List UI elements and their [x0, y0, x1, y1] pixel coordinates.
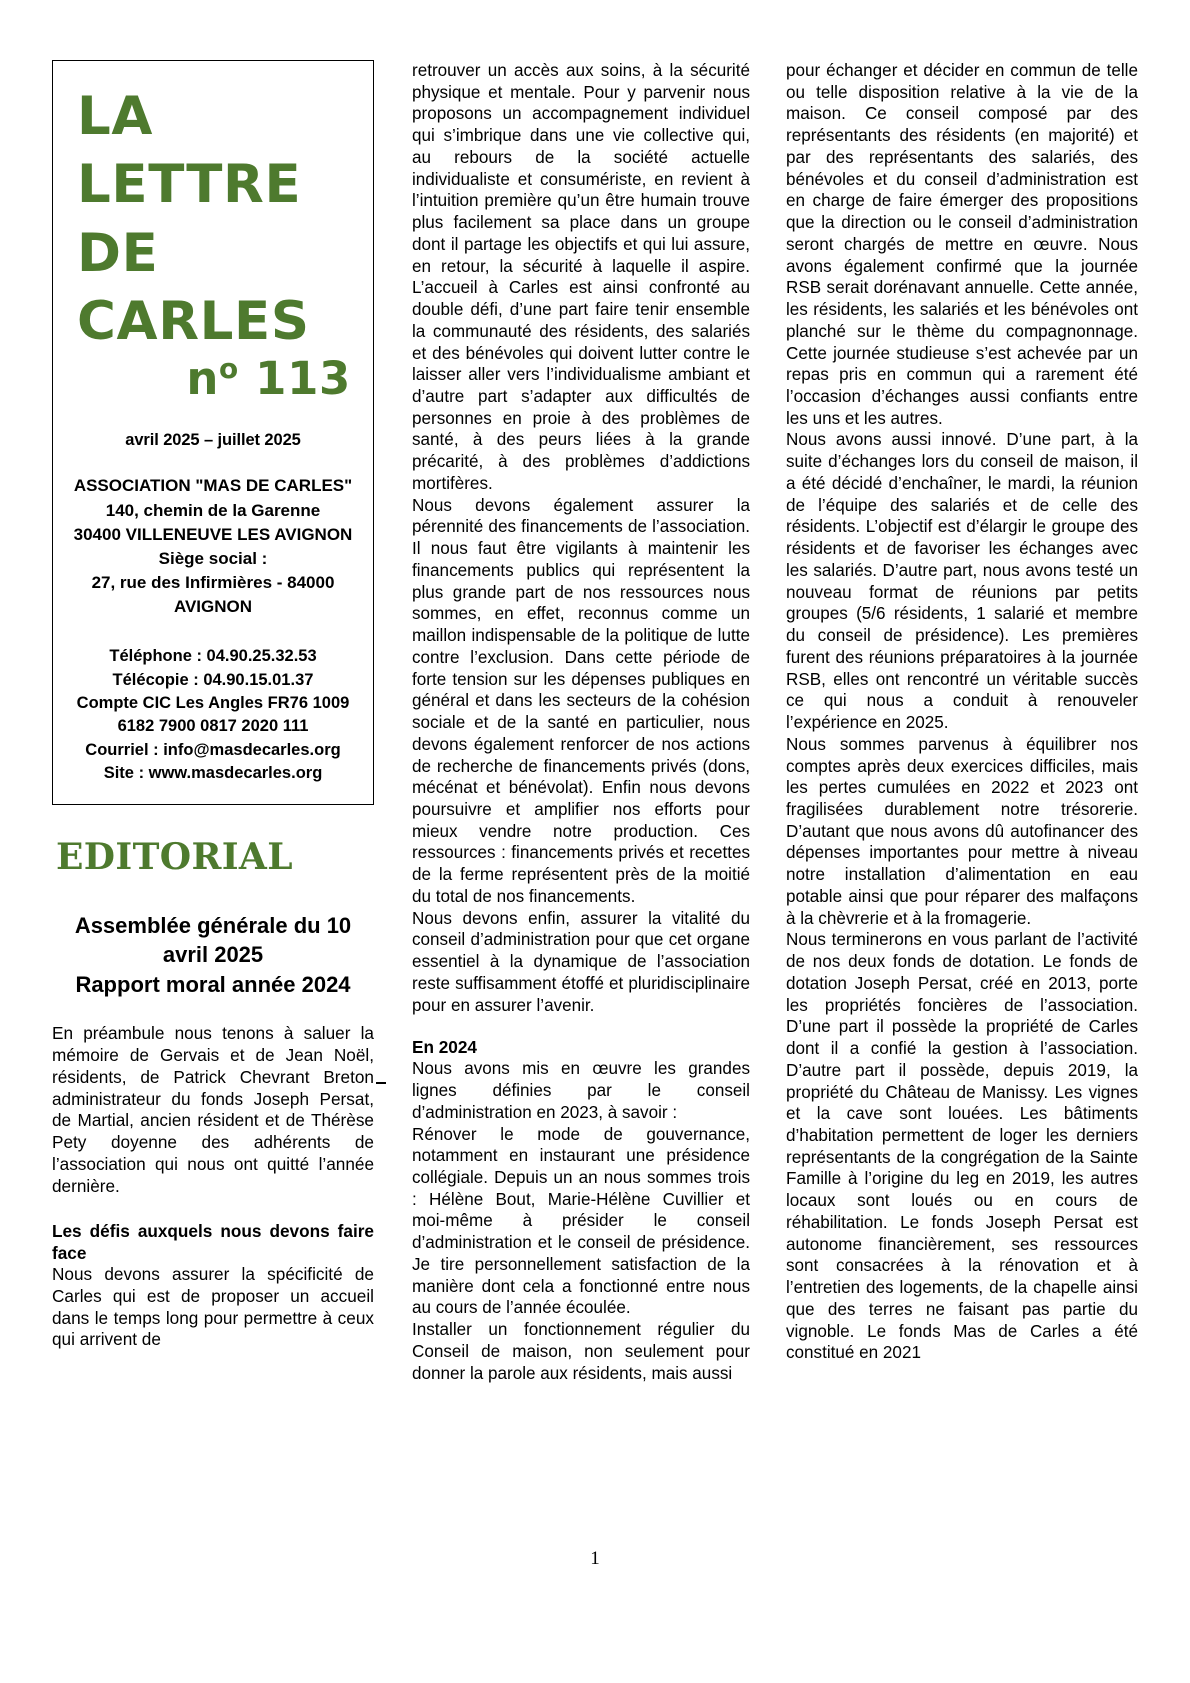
- middle-paragraph-5: Rénover le mode de gouvernance, notamment en instaurant une présidence collégiale. Depuis un an nous sommes trois : Hélène Bout, Marie-Hélène Cuvillier et moi-même à présider le conseil d’administration et le conseil de présidence. Je tire personnellement satisfaction de la manière dont cela a fonctionné entre nous au cours de l’année écoulée.: [412, 1124, 750, 1318]
- association-address: [67, 474, 359, 619]
- challenges-subheading: Les défis auxquels nous devons faire face: [52, 1220, 374, 1263]
- challenges-intro-paragraph: Nous devons assurer la spécificité de Carles qui est de proposer un accueil dans le temps long pour permettre à ceux qui arrivent de: [52, 1263, 374, 1350]
- publication-logo: [67, 86, 359, 405]
- middle-paragraph-2: Nous devons également assurer la pérennité des financements de l’association. Il nous faut être vigilants à maintenir les financements publics qui représentent la plus grande part de nos ressources nous sommes, en effet, reconnus comme un maillon indispensable de la politique de lutte contre l’exclusion. Dans cette période de forte tension sur les dépenses publiques en général et dans les secteurs de la cohésion sociale et de la santé en particulier, nous devons également renforcer de nos actions de recherche de financements privés (dons, mécénat et bénévolat). Enfin nous devons poursuivre et amplifier nos efforts pour mieux vendre notre production. Ces ressources : financements privés et recettes de la ferme représentent près de la moitié du total de nos financements.: [412, 495, 750, 906]
- association-name: ASSOCIATION "MAS DE CARLES": [73, 476, 353, 496]
- logo-line-3: DE: [77, 222, 159, 284]
- column-break-hyphen-mark: [376, 1082, 386, 1084]
- assembly-heading-line-3: Rapport moral année 2024: [75, 971, 351, 997]
- right-paragraph-3: Nous sommes parvenus à équilibrer nos comptes après deux exercices difficiles, mais les pertes cumulées en 2022 et 2023 ont fragilisées durablement notre trésorerie. D’autant que nous avons dû autofinancer des dépenses importantes pour mettre à niveau notre installation d’alimentation en eau potable ainsi que pour réparer des malfaçons à la chèvrerie et à la fromagerie.: [786, 734, 1138, 928]
- middle-paragraph-1: retrouver un accès aux soins, à la sécurité physique et mentale. Pour y parvenir nous proposons un accompagnement individuel qui s’imbrique dans une vie collective qui, au rebours de la société actuelle individualiste et consumériste, en revient à l’intuition première qu’un être humain trouve plus facilement sa place dans un groupe dont il partage les objectifs et qui lui assure, en retour, la sécurité à laquelle il aspire. L’accueil à Carles est ainsi confronté au double défi, d’une part faire tenir ensemble la communauté des résidents, des salariés et des bénévoles qui doivent lutter contre le laisser aller vers l’individualisme ambiant et d’autre part s’adapter aux difficultés de personnes en proie à des problèmes de santé, à des peurs liées à la grande précarité, à des problèmes d’addictions mortifères.: [412, 61, 750, 493]
- logo-line-4: CARLES: [77, 291, 310, 353]
- middle-paragraph-3: Nous devons enfin, assurer la vitalité du conseil d’administration pour que cet organe essentiel à la dynamique de l’association reste suffisamment étoffé et pluridisciplinaire pour en assurer l’avenir.: [412, 908, 750, 1015]
- right-paragraph-4: Nous terminerons en vous parlant de l’activité de nos deux fonds de dotation. Le fonds de dotation Joseph Persat, créé en 2013, porte les propriétés foncières de l’association. D’une part il possède la propriété de Carles dont il a confié la gestion à l’association. D’autre part il possède, depuis 2019, la propriété du Château de Manissy. Les vignes et la cave sont louées. Les bâtiments d’habitation permettent de loger les derniers représentants de la congrégation de la Sainte Famille à l’origine du leg en 2019, les autres locaux sont loués ou en cours de réhabilitation. Le fonds Joseph Persat est autonome financièrement, ses ressources sont consacrées à la rénovation et à l’entretien des logements, de la chapelle ainsi que des terres ne faisant pas partie du vignoble. Le fonds Mas de Carles a été constitué en 2021: [786, 930, 1138, 1363]
- editorial-heading: EDITORIAL: [56, 835, 293, 878]
- logo-line-2: LETTRE: [77, 154, 302, 216]
- editorial-preamble-paragraph: En préambule nous tenons à saluer la mémoire de Gervais et de Jean Noël, résidents, de Patrick Chevrant Breton administrateur du fonds Joseph Persat, de Martial, ancien résident et de Thérèse Pety doyenne des adhérents de l’association qui nous ont quitté l’année dernière.: [52, 1023, 374, 1197]
- assembly-heading-line-1: Assemblée générale du 10: [74, 912, 352, 938]
- association-street: 140, chemin de la Garenne: [105, 500, 321, 520]
- contact-details: [67, 645, 359, 786]
- association-siege-street: 27, rue des Infirmières - 84000: [91, 572, 335, 592]
- three-column-layout: [52, 60, 1138, 1480]
- right-column: [764, 60, 1138, 1480]
- right-paragraph-1: pour échanger et décider en commun de telle ou telle disposition relative à la vie de la maison. Ce conseil composé par des représentants des résidents (en majorité) et par des représentants des salariés, des bénévoles et du conseil d’administration est en charge de faire émerger des propositions que la direction ou le conseil d’administration seront chargés de mettre en œuvre. Nous avons également confirmé que la journée RSB serait dorénavant annuelle. Cette année, les résidents, les salariés et les bénévoles ont planché sur le thème du compagnonnage. Cette journée studieuse s’est achevée par un repas pris en commun qui a rarement été l’occasion d’échanges aussi confiants entre les uns et les autres.: [786, 61, 1138, 428]
- assembly-heading-line-2: avril 2025: [162, 942, 264, 968]
- association-siege-city: AVIGNON: [173, 597, 253, 617]
- association-city: 30400 VILLENEUVE LES AVIGNON: [73, 524, 353, 544]
- association-siege-label: Siège social :: [158, 548, 268, 568]
- contact-bank-2: 6182 7900 0817 2020 111: [117, 717, 309, 736]
- middle-paragraph-6: Installer un fonctionnement régulier du Conseil de maison, non seulement pour donner la parole aux résidents, mais aussi: [412, 1320, 750, 1383]
- middle-column: [390, 60, 764, 1480]
- right-paragraph-2: Nous avons aussi innové. D’une part, à la suite d’échanges lors du conseil de maison, il a été décidé d’enchaîner, le mardi, la réunion de l’équipe des salariés et de celle des résidents. L’objectif est d’élargir le groupe des résidents et de favoriser les échanges avec les salariés. D’autre part, nous avons testé un nouveau format de réunions par petits groupes (5/6 résidents, 1 salarié et membre du conseil de présidence). Les premières furent des réunions préparatoires à la journée RSB, elles ont rencontré un véritable succès ce qui nous a conduit à renouveler l’expérience en 2025.: [786, 430, 1138, 733]
- middle-paragraph-4: Nous avons mis en œuvre les grandes lignes définies par le conseil d’administration en 2023, à savoir :: [412, 1059, 750, 1122]
- contact-website[interactable]: Site : www.masdecarles.org: [103, 764, 323, 783]
- issue-number-prefix: n: [186, 351, 220, 405]
- left-column: [52, 60, 390, 1480]
- masthead-box: [52, 60, 374, 805]
- issue-number-ordinal: o: [219, 351, 239, 385]
- en-2024-subheading: En 2024: [412, 1037, 477, 1058]
- page-number: 1: [590, 1548, 600, 1569]
- contact-email[interactable]: Courriel : info@masdecarles.org: [85, 740, 341, 759]
- issue-number-value: 113: [255, 351, 351, 405]
- contact-phone: Téléphone : 04.90.25.32.53: [109, 647, 317, 666]
- logo-line-1: LA: [77, 86, 154, 147]
- issue-number: [67, 351, 351, 405]
- contact-bank-1: Compte CIC Les Angles FR76 1009: [76, 694, 350, 713]
- contact-fax: Télécopie : 04.90.15.01.37: [112, 670, 314, 689]
- assembly-heading: [52, 911, 374, 999]
- issue-dates: avril 2025 – juillet 2025: [125, 431, 301, 450]
